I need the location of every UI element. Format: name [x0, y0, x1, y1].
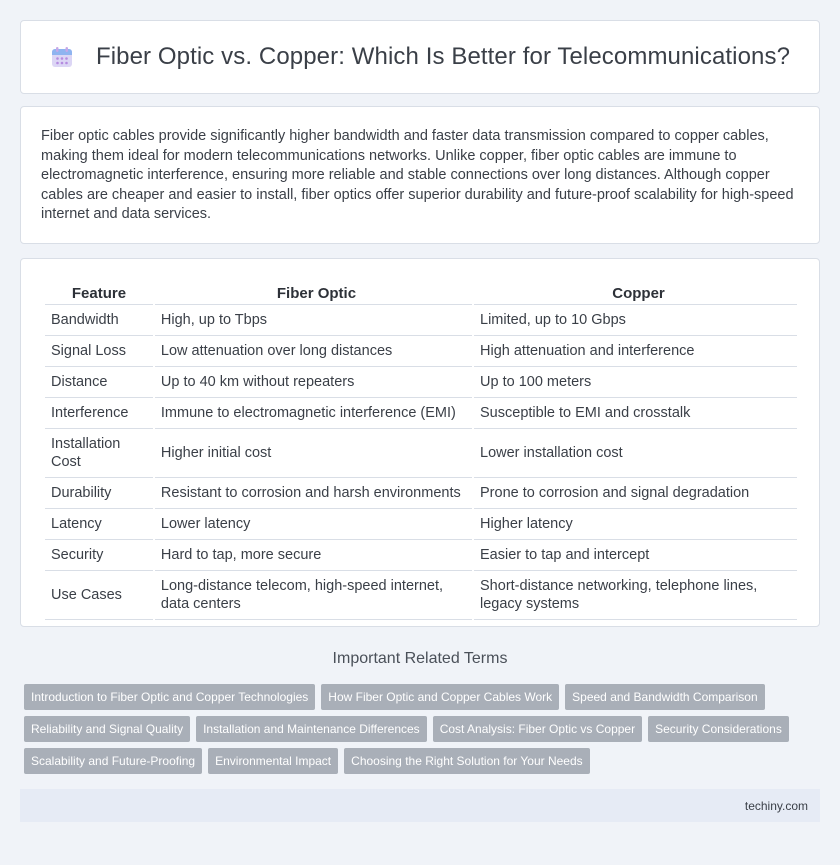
- related-term-tag[interactable]: Cost Analysis: Fiber Optic vs Copper: [433, 716, 642, 742]
- fiber-cell: Up to 40 km without repeaters: [155, 367, 472, 398]
- related-term-tag[interactable]: Installation and Maintenance Differences: [196, 716, 427, 742]
- fiber-cell: Lower latency: [155, 509, 472, 540]
- fiber-cell: High, up to Tbps: [155, 305, 472, 336]
- table-row: [45, 429, 797, 478]
- table-row: [45, 509, 797, 540]
- feature-cell: Security: [45, 540, 153, 571]
- table-row: [45, 305, 797, 336]
- page-header: [20, 20, 820, 94]
- copper-cell: Short-distance networking, telephone lines, legacy systems: [474, 571, 797, 620]
- feature-cell: Interference: [45, 398, 153, 429]
- feature-cell: Distance: [45, 367, 153, 398]
- calendar-icon: [50, 45, 74, 69]
- table-row: [45, 478, 797, 509]
- copper-cell: Susceptible to EMI and crosstalk: [474, 398, 797, 429]
- related-term-tag[interactable]: Reliability and Signal Quality: [24, 716, 190, 742]
- feature-cell: Latency: [45, 509, 153, 540]
- feature-cell: Installation Cost: [45, 429, 153, 478]
- fiber-cell: Higher initial cost: [155, 429, 472, 478]
- header-copper: Copper: [474, 281, 797, 305]
- copper-cell: Limited, up to 10 Gbps: [474, 305, 797, 336]
- header-fiber-optic: Fiber Optic: [155, 281, 472, 305]
- table-row: [45, 367, 797, 398]
- feature-cell: Bandwidth: [45, 305, 153, 336]
- page-footer: [20, 789, 820, 822]
- header-feature: Feature: [45, 281, 153, 305]
- fiber-cell: Hard to tap, more secure: [155, 540, 472, 571]
- comparison-table-card: [20, 258, 820, 627]
- copper-cell: Higher latency: [474, 509, 797, 540]
- feature-cell: Signal Loss: [45, 336, 153, 367]
- related-term-tag[interactable]: Environmental Impact: [208, 748, 338, 774]
- table-row: [45, 398, 797, 429]
- related-term-tag[interactable]: Introduction to Fiber Optic and Copper Technologies: [24, 684, 315, 710]
- intro-paragraph: Fiber optic cables provide significantly higher bandwidth and faster data transmission compared to copper cables, making them ideal for modern telecommunications networks. Unlike copper, fiber optic cables are immune to electromagnetic interference, ensuring more reliable and stable connections over long distances. Although copper cables are cheaper and easier to install, fiber optics offer superior durability and future-proof scalability for high-speed internet and data services.: [41, 128, 794, 222]
- related-term-tag[interactable]: Scalability and Future-Proofing: [24, 748, 202, 774]
- table-header-row: [45, 281, 797, 305]
- related-terms-title: Important Related Terms: [332, 650, 508, 667]
- fiber-cell: Resistant to corrosion and harsh environments: [155, 478, 472, 509]
- related-term-tag[interactable]: Choosing the Right Solution for Your Needs: [344, 748, 590, 774]
- feature-cell: Durability: [45, 478, 153, 509]
- page-title: Fiber Optic vs. Copper: Which Is Better for Telecommunications?: [95, 43, 791, 70]
- related-term-tag[interactable]: Speed and Bandwidth Comparison: [565, 684, 764, 710]
- table-row: [45, 540, 797, 571]
- fiber-cell: Long-distance telecom, high-speed internet, data centers: [155, 571, 472, 620]
- footer-site-link[interactable]: techiny.com: [744, 798, 808, 813]
- table-row: [45, 336, 797, 367]
- copper-cell: High attenuation and interference: [474, 336, 797, 367]
- related-term-tag[interactable]: Security Considerations: [648, 716, 789, 742]
- copper-cell: Up to 100 meters: [474, 367, 797, 398]
- related-term-tag[interactable]: How Fiber Optic and Copper Cables Work: [321, 684, 559, 710]
- comparison-table: [43, 281, 799, 620]
- copper-cell: Lower installation cost: [474, 429, 797, 478]
- fiber-cell: Immune to electromagnetic interference (EMI): [155, 398, 472, 429]
- fiber-cell: Low attenuation over long distances: [155, 336, 472, 367]
- copper-cell: Prone to corrosion and signal degradation: [474, 478, 797, 509]
- feature-cell: Use Cases: [45, 571, 153, 620]
- copper-cell: Easier to tap and intercept: [474, 540, 797, 571]
- related-terms-list: [20, 684, 810, 774]
- table-row: [45, 571, 797, 620]
- intro-card: [20, 106, 820, 244]
